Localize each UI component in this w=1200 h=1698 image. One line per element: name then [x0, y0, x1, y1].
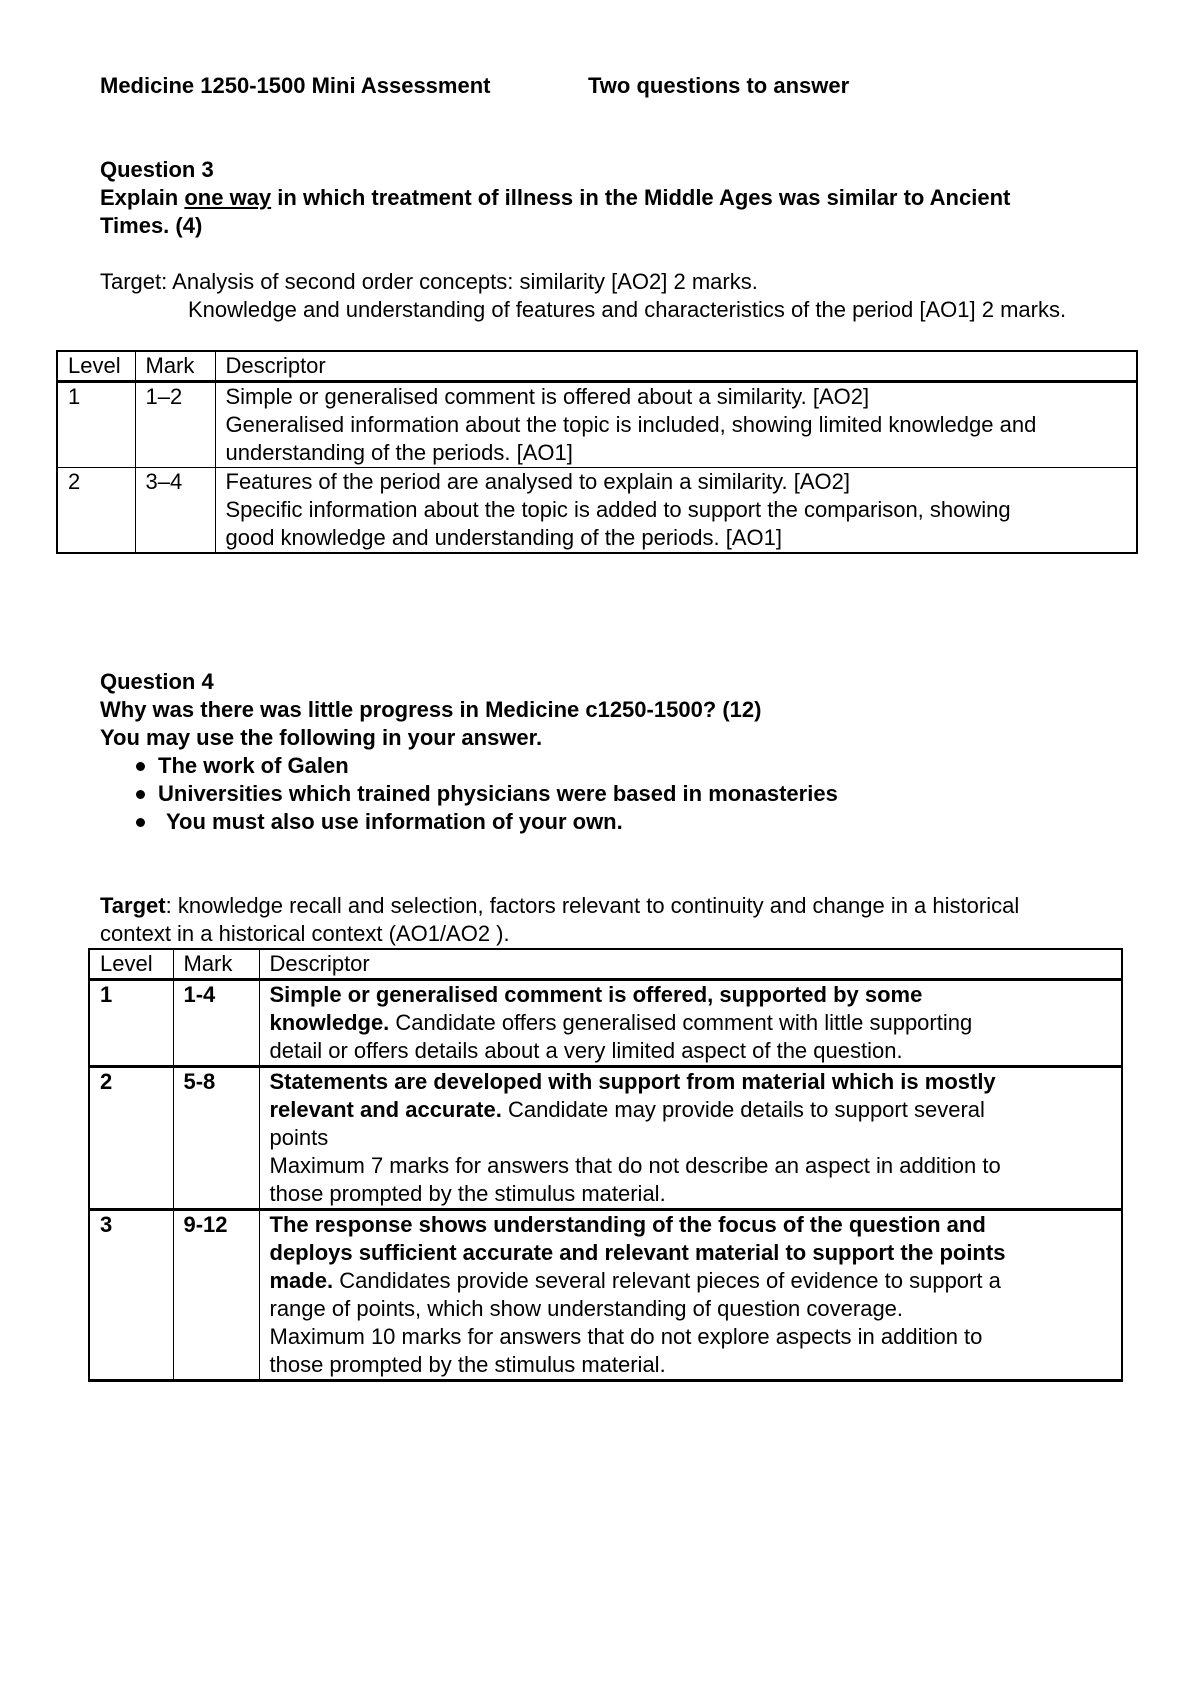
q3-heading: Question 3 — [100, 157, 214, 182]
document-title: Medicine 1250-1500 Mini Assessment — [100, 73, 491, 98]
q4-table-header-row — [89, 949, 1122, 980]
q4-bullet-item: The work of Galen — [128, 752, 838, 780]
q4-row2-mark: 5-8 — [173, 1067, 259, 1210]
q3-header-descriptor: Descriptor — [215, 351, 1137, 382]
q3-row2-line: Specific information about the topic is added to support the comparison, showing — [225, 497, 1011, 522]
q4-rubric-table — [88, 948, 1123, 1382]
q3-prompt-post: in which treatment of illness in the Middle Ages was similar to Ancient — [271, 185, 1011, 210]
q4-header-mark: Mark — [173, 949, 259, 980]
q4-row2-bold-line: Statements are developed with support from material which is mostly — [269, 1069, 996, 1094]
q3-row1-descriptor — [215, 382, 1137, 468]
q4-row1-level: 1 — [89, 980, 173, 1067]
q4-table-row — [89, 1210, 1122, 1381]
q4-target-label: Target — [100, 893, 166, 918]
q3-row2-descriptor — [215, 468, 1137, 554]
q4-row3-bold-line: The response shows understanding of the focus of the question and — [269, 1212, 986, 1237]
q4-heading: Question 4 — [100, 669, 214, 694]
q4-table-row — [89, 1067, 1122, 1210]
q4-bullet-list — [128, 752, 838, 836]
q4-row2-level: 2 — [89, 1067, 173, 1210]
q4-row3-mixed-line: made. Candidates provide several relevant pieces of evidence to support a — [269, 1268, 1001, 1293]
bullet-icon — [136, 818, 145, 827]
q4-row2-descriptor — [259, 1067, 1122, 1210]
q4-prompt: Why was there was little progress in Medicine c1250-1500? (12) — [100, 697, 762, 722]
q3-row2-mark: 3–4 — [135, 468, 215, 554]
q4-bullet-item: You must also use information of your own. — [128, 808, 838, 836]
q3-target-line1: Target: Analysis of second order concepts: similarity [AO2] 2 marks. — [100, 269, 758, 294]
q4-row2-line: those prompted by the stimulus material. — [269, 1181, 666, 1206]
q4-row1-bold-line: Simple or generalised comment is offered, supported by some — [269, 982, 923, 1007]
q3-header-level: Level — [57, 351, 135, 382]
q4-row1-line: detail or offers details about a very limited aspect of the question. — [269, 1038, 903, 1063]
q4-row2-line: points — [269, 1125, 329, 1150]
q3-table-row — [57, 468, 1137, 554]
q4-row1-mixed-line: knowledge. Candidate offers generalised comment with little supporting — [269, 1010, 973, 1035]
q3-target-line2: Knowledge and understanding of features and characteristics of the period [AO1] 2 marks. — [188, 297, 1067, 322]
q3-row2-line: good knowledge and understanding of the periods. [AO1] — [225, 525, 783, 550]
q4-header-descriptor: Descriptor — [259, 949, 1122, 980]
bullet-icon — [136, 790, 145, 799]
q3-prompt-line2: Times. (4) — [100, 213, 203, 238]
q3-row2-line: Features of the period are analysed to explain a similarity. [AO2] — [225, 469, 850, 494]
q3-table-header-row — [57, 351, 1137, 382]
q4-row3-line: range of points, which show understanding of question coverage. — [269, 1296, 904, 1321]
q4-row3-descriptor — [259, 1210, 1122, 1381]
q3-prompt-pre: Explain — [100, 185, 185, 210]
q4-table-row — [89, 980, 1122, 1067]
q4-row2-mixed-line: relevant and accurate. Candidate may provide details to support several — [269, 1097, 985, 1122]
q4-target-text: : knowledge recall and selection, factors relevant to continuity and change in a historical — [165, 893, 1020, 918]
q4-target-line1 — [100, 892, 1019, 920]
q3-rubric-table — [56, 350, 1138, 554]
q4-row3-level: 3 — [89, 1210, 173, 1381]
q4-row1-mark: 1-4 — [173, 980, 259, 1067]
q3-prompt — [100, 184, 1010, 212]
q4-row2-line: Maximum 7 marks for answers that do not describe an aspect in addition to — [269, 1153, 1001, 1178]
q4-row3-line: those prompted by the stimulus material. — [269, 1352, 666, 1377]
q3-row2-level: 2 — [57, 468, 135, 554]
q3-row1-line: Generalised information about the topic is included, showing limited knowledge and — [225, 412, 1037, 437]
q3-row1-line: understanding of the periods. [AO1] — [225, 440, 573, 465]
bullet-icon — [136, 762, 145, 771]
q3-row1-line: Simple or generalised comment is offered about a similarity. [AO2] — [225, 384, 870, 409]
q4-row3-mark: 9-12 — [173, 1210, 259, 1381]
q3-row1-mark: 1–2 — [135, 382, 215, 468]
q3-header-mark: Mark — [135, 351, 215, 382]
q3-row1-level: 1 — [57, 382, 135, 468]
q4-row1-descriptor — [259, 980, 1122, 1067]
q4-header-level: Level — [89, 949, 173, 980]
q3-table-row — [57, 382, 1137, 468]
q4-bullet-item: Universities which trained physicians were based in monasteries — [128, 780, 838, 808]
q4-row3-line: Maximum 10 marks for answers that do not explore aspects in addition to — [269, 1324, 983, 1349]
q4-instruction: You may use the following in your answer. — [100, 725, 543, 750]
document-subtitle: Two questions to answer — [588, 73, 850, 98]
q4-target-line2: context in a historical context (AO1/AO2 ). — [100, 921, 510, 946]
q4-row3-bold-line: deploys sufficient accurate and relevant material to support the points — [269, 1240, 1006, 1265]
q3-prompt-underlined: one way — [184, 185, 272, 210]
